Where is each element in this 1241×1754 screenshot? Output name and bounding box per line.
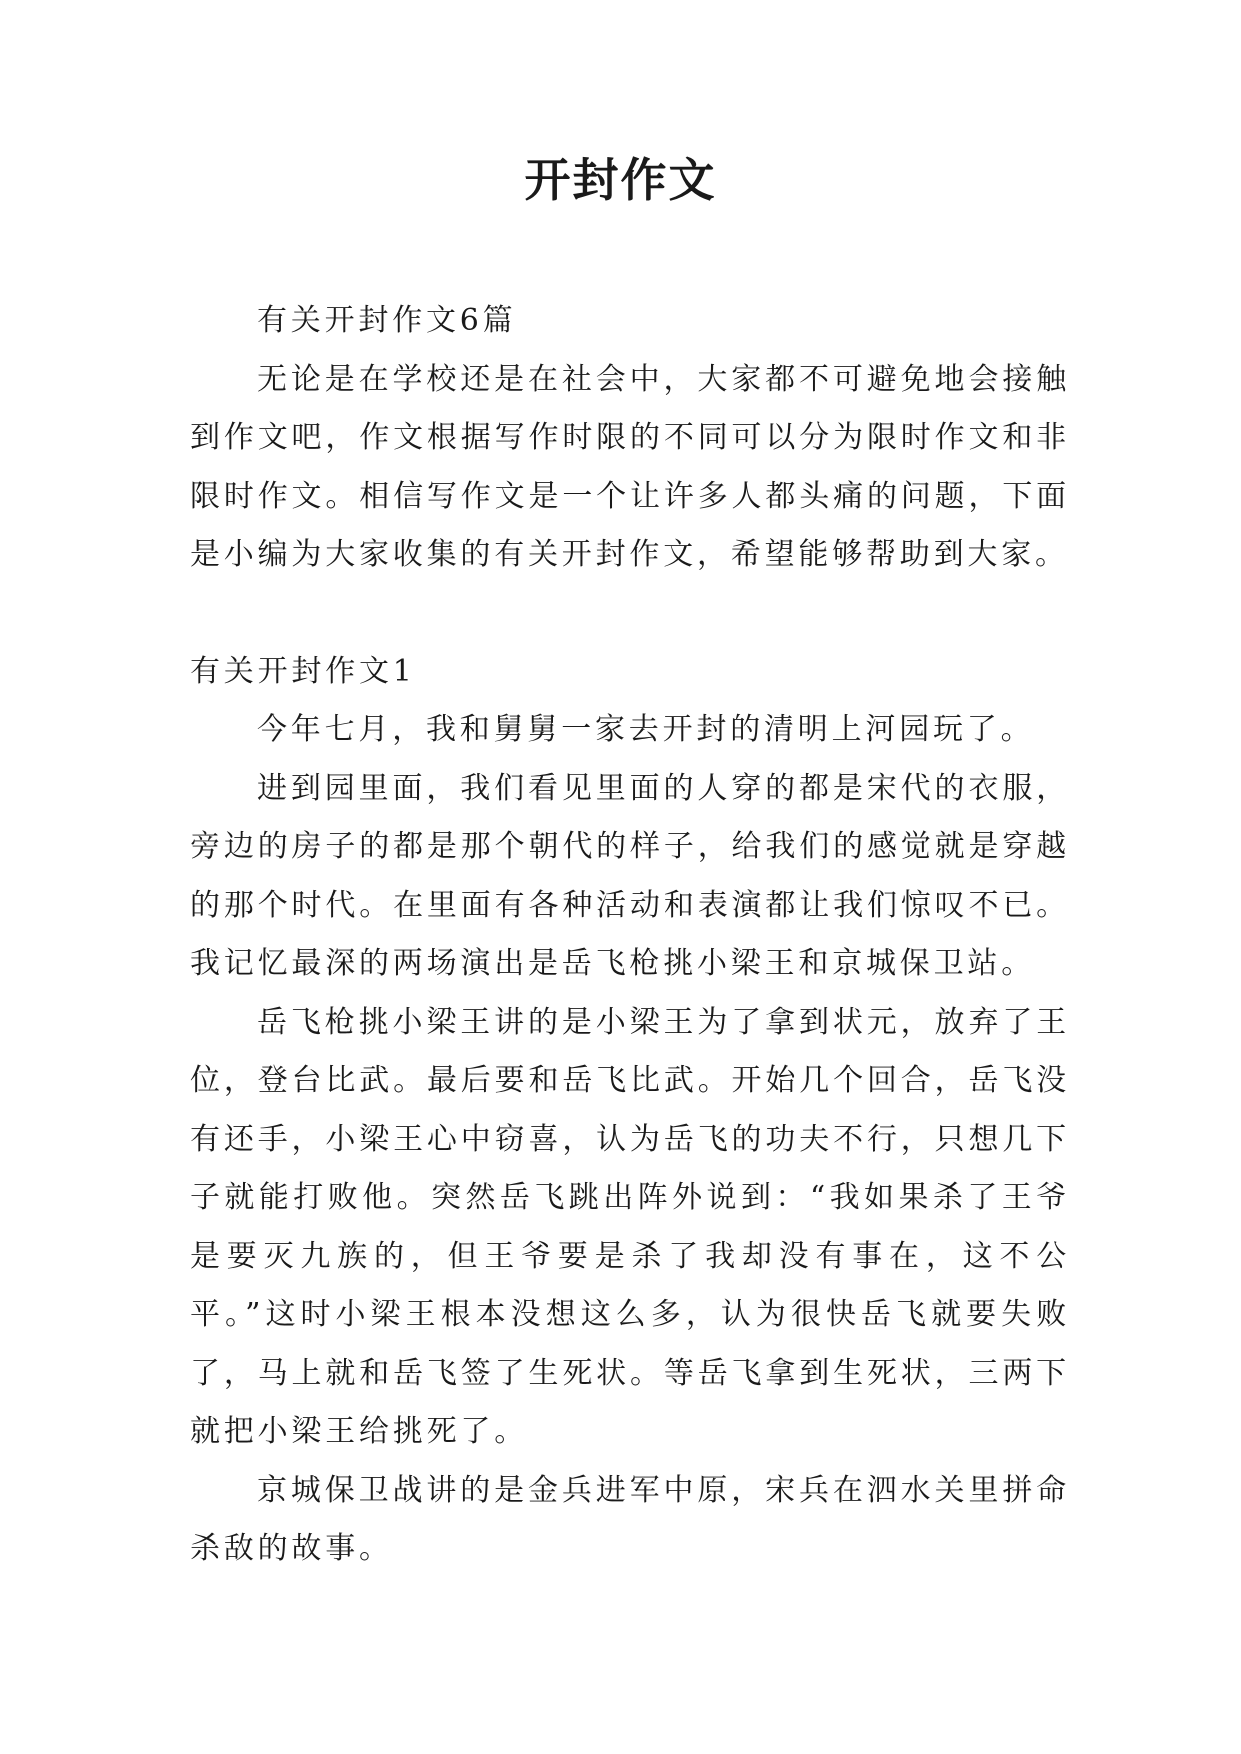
- essay-paragraph: 今年七月，我和舅舅一家去开封的清明上河园玩了。: [257, 712, 1035, 747]
- document-title: 开封作文: [524, 153, 717, 207]
- intro-subtitle: 有关开封作文6篇: [257, 303, 517, 338]
- section-heading-1: 有关开封作文1: [190, 653, 416, 689]
- intro-paragraph: 无论是在学校还是在社会中，大家都不可避免地会接触到作文吧，作文根据写作时限的不同可以分为限时作文和非限时作文。相信写作文是一个让许多人都头痛的问题，下面是小编为大家收集的有关开封作文，希望能够帮助到大家。: [190, 361, 1070, 572]
- essay-paragraph: 岳飞枪挑小梁王讲的是小梁王为了拿到状元，放弃了王位，登台比武。最后要和岳飞比武。开始几个回合，岳飞没有还手，小梁王心中窃喜，认为岳飞的功夫不行，只想几下子就能打败他。突然岳飞跳出阵外说到：“我如果杀了王爷是要灭九族的，但王爷要是杀了我却没有事在，这不公平。”这时小梁王根本没想这么多，认为很快岳飞就要失败了，马上就和岳飞签了生死状。等岳飞拿到生死状，三两下就把小梁王给挑死了。: [190, 1004, 1070, 1449]
- document-body: [190, 292, 1070, 1579]
- essay-paragraph: 进到园里面，我们看见里面的人穿的都是宋代的衣服，旁边的房子的都是那个朝代的样子，给我们的感觉就是穿越的那个时代。在里面有各种活动和表演都让我们惊叹不已。我记忆最深的两场演出是岳飞枪挑小梁王和京城保卫站。: [190, 770, 1070, 981]
- essay-paragraph: 京城保卫战讲的是金兵进军中原，宋兵在泗水关里拼命杀敌的故事。: [190, 1472, 1070, 1566]
